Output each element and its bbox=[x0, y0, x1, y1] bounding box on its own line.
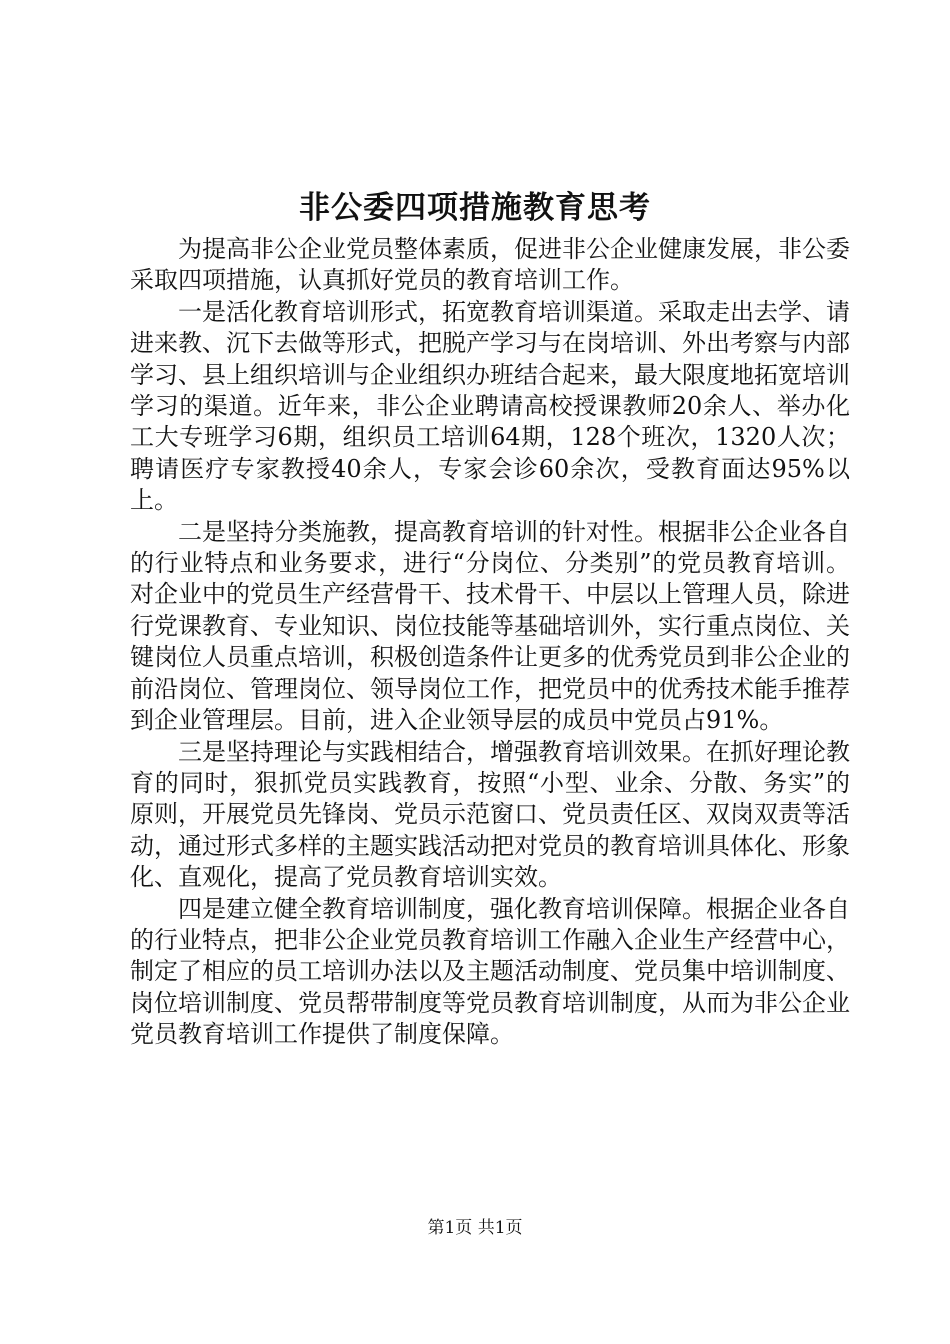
paragraph-measure-4: 四是建立健全教育培训制度，强化教育培训保障。根据企业各自的行业特点，把非公企业党员教育培训工作融入企业生产经营中心，制定了相应的员工培训办法以及主题活动制度、党员集中培训制度、岗位培训制度、党员帮带制度等党员教育培训制度，从而为非公企业党员教育培训工作提供了制度保障。 bbox=[130, 894, 850, 1049]
paragraph-intro: 为提高非公企业党员整体素质，促进非公企业健康发展，非公委采取四项措施，认真抓好党员的教育培训工作。 bbox=[130, 235, 850, 295]
paragraph-measure-3: 三是坚持理论与实践相结合，增强教育培训效果。在抓好理论教育的同时，狠抓党员实践教育，按照“小型、业余、分散、务实”的原则，开展党员先锋岗、党员示范窗口、党员责任区、双岗双责等活动，通过形式多样的主题实践活动把对党员的教育培训具体化、形象化、直观化，提高了党员教育培训实效。 bbox=[130, 737, 850, 892]
document-body bbox=[130, 234, 850, 1051]
paragraph-measure-2: 二是坚持分类施教，提高教育培训的针对性。根据非公企业各自的行业特点和业务要求，进行“分岗位、分类别”的党员教育培训。对企业中的党员生产经营骨干、技术骨干、中层以上管理人员，除进行党课教育、专业知识、岗位技能等基础培训外，实行重点岗位、关键岗位人员重点培训，积极创造条件让更多的优秀党员到非公企业的前沿岗位、管理岗位、领导岗位工作，把党员中的优秀技术能手推荐到企业管理层。目前，进入企业领导层的成员中党员占91%。 bbox=[130, 517, 850, 735]
page-number-footer: 第1页 共1页 bbox=[427, 1218, 523, 1238]
document-title: 非公委四项措施教育思考 bbox=[299, 190, 651, 226]
paragraph-measure-1: 一是活化教育培训形式，拓宽教育培训渠道。采取走出去学、请进来教、沉下去做等形式，把脱产学习与在岗培训、外出考察与内部学习、县上组织培训与企业组织办班结合起来，最大限度地拓宽培训学习的渠道。近年来，非公企业聘请高校授课教师20余人、举办化工大专班学习6期，组织员工培训64期，128个班次，1320人次；聘请医疗专家教授40余人，专家会诊60余次，受教育面达95%以上。 bbox=[130, 297, 850, 515]
